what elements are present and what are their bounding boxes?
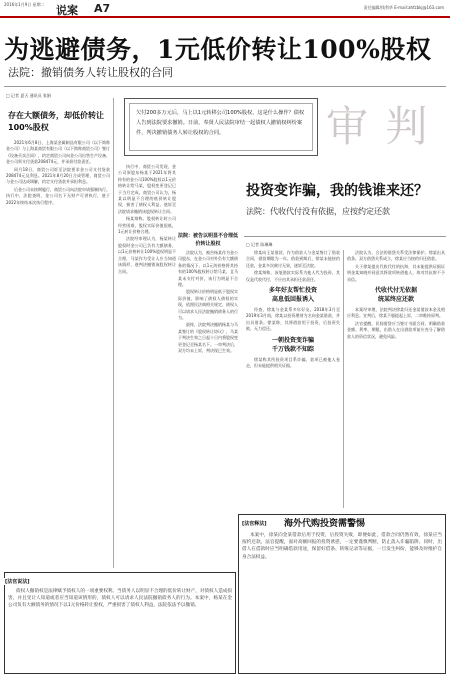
- law-explanation-text: [242, 532, 442, 670]
- paragraph: 执行中，商贸公司发现，金公司原股东杨某于2021年将其持有的金公司100%股权以1元价格转让给马某，股权变更登记已于当月完成。商贸公司认为，杨某以明显不合理的低价转让股权，损害了债权人利益，遂诉至法院请求撤销该股权转让合同。: [118, 164, 176, 214]
- paragraph: 杨某辩称，股权转让时公司经营困难，股权实际价值很低，1元转让价格合理。: [118, 216, 176, 235]
- paragraph: 同月18日，商贸公司诉至法院要求金公司支付货款208474元及利息。2021年8月20日合成管理，商贸公司与金公司达成调解，约定支付货款并承担利息。: [6, 166, 110, 185]
- watermark-title: 审 判: [326, 102, 430, 151]
- paragraph: 本案经审理，法院判决徐某归还金某借款本金及相应利息。宣判后，徐某不服提起上诉，二审维持原判。: [347, 307, 445, 319]
- paragraph: 股权转让价格明显低于股权实际价值，影响了债权人债权的实现，依照民法典相关规定，债权人可以请求人民法院撤销债务人的行为。: [178, 289, 238, 321]
- paragraph: 法院认为，被告杨某作为金公司股东，在金公司对外负有大额债务的情况下，以1元的价格将其持有的100%股权转让给马某，且马某未支付对价，该行为明显不合理。: [178, 250, 238, 288]
- main-headline: 为逃避债务，1元低价转让100%股权: [4, 35, 432, 64]
- column-text-5: [347, 250, 445, 510]
- paragraph: 徐某称其所投资项目系诈骗，款项已被他人卷走，但未能提供相关证据。: [246, 356, 340, 369]
- masthead-date: 2016年1月9日 星期二: [4, 2, 45, 7]
- paragraph: 法院经审理认为，杨某转让股权时金公司已负有大额债务，以1元价格转让100%股权明显不合理，马某作为受让人应当知道该情形，遂判决撤销该股权转让合同。: [118, 236, 176, 274]
- page-number: A7: [94, 2, 111, 15]
- section-name: 说案: [56, 4, 78, 17]
- divider: [4, 86, 446, 87]
- paragraph: 法院认为，合法的借贷关系受法律保护。徐某出具借条，双方借贷关系成立，徐某应当按约归还借款。: [347, 250, 445, 262]
- commentary-text: [8, 588, 232, 670]
- paragraph: 徐某向王某借款，作为借款人与金某签订了借款合同，借款期限为一年。借款到期后，徐某未能按约还款，金某多次催讨无果，遂诉至法院。: [246, 250, 340, 268]
- story-subheadline: 法院：代收代付没有依据，应按约定还款: [246, 207, 390, 216]
- section-subhead: 代收代付无依据 统某终应还款: [374, 287, 417, 304]
- main-subheadline: 法院：撤销债务人转让股权的合同: [8, 66, 173, 79]
- paragraph: 后金公司未按期履行，商贸公司向法院申请强制执行。执行中，法院查明，金公司名下无财产可供执行，遂于2022年终结本次执行程序。: [6, 186, 110, 205]
- column-divider: [343, 250, 344, 508]
- paragraph: 法官提醒，民间借贷应当签订书面合同，明确借款金额、利率、期限，出借人在出借款项前应充分了解借款人的资信状况，避免风险。: [347, 320, 445, 339]
- section-subhead: 一朝投资变诈骗 千万钱款不知踪: [271, 336, 314, 353]
- column-text-4: [246, 250, 340, 510]
- paragraph: 经查，徐某与金某系多年好友。2018年3月至2019年3月间，徐某以投资理财为名向金某借款，并出具借条。徐某称，其将借款用于投资，后投资失败，无力偿还。: [246, 307, 340, 332]
- lead-callout-text: 欠付200多万元后，马上以1元转移公司100%股权，这是什么操作？债权人告到法院要求撤销。日前，奉贤人民法院审结一起债权人撤销权纠纷案件，判决撤销债务人转让股权的合同。: [129, 103, 313, 151]
- divider: [244, 236, 446, 237]
- story-headline: 投资变诈骗，我的钱谁来还？: [246, 183, 428, 199]
- paragraph: 最终，法院判决撤销杨某与马某签订的《股权转让协议》，马某于判决生效之日起十日内将股权变更登记至杨某名下。一审判决后，双方均未上诉，判决现已生效。: [178, 322, 238, 354]
- law-explanation-title: 海外代购投资需警惕: [284, 519, 366, 529]
- law-explanation-label: [法官释法]: [242, 521, 267, 527]
- byline: □ 记者 陈琳琳: [246, 242, 273, 247]
- lead-callout-box: [124, 98, 318, 156]
- paragraph: 债权人撤销权是法律赋予债权人的一项重要权利。当债务人以明显不合理的低价转让财产，对债权人造成损害，并且受让人知道或者应当知道该情形的，债权人可以请求人民法院撤销债务人的行为。本案中，杨某在金公司负有大额债务的情况下以1元价格转让股权，严重损害了债权人利益，法院依法予以撤销。: [8, 589, 232, 609]
- paragraph: 本案中，徐某向金某借款后用于投资，后投资失败，即便如此，借款合同仍然有效，徐某应当按约还款。法官提醒，面对高额回报的投资诱惑，一定要谨慎判断，防止落入诈骗陷阱。同时，出借人在借款时应当明确借款用途，保留好借条、转账记录等证据，一旦发生纠纷，能够及时维护自身合法权益。: [242, 533, 442, 560]
- paragraph: 徐某辩称，该笔借款实际系为他人代为投资，其仅是代收代付，不应由其承担还款责任。: [246, 270, 340, 282]
- paragraph: 2021年6月8日，上海某金属制品有限公司（以下简称金公司）与上海某商贸有限公司（以下简称商贸公司）签订《设备买卖合同》，约定商贸公司向金公司出售生产设备，金公司须支付货款208474元，并承担付款责任。: [6, 140, 110, 165]
- column-title: 存在大额债务，却低价转让100%股权: [8, 111, 104, 132]
- masthead-editor: 责任编辑/钱利华 E-mail:ahfzbkj@163.com: [363, 5, 444, 10]
- column-subhead: 法院：被告以明显不合理低价转让股权: [178, 233, 238, 247]
- byline: □ 记者 夏天 通讯员 张娟: [6, 93, 51, 98]
- commentary-label: [法官说法]: [5, 579, 30, 585]
- section-subhead: 多年好友帮忙投资 高息低回报诱入: [268, 287, 317, 304]
- paragraph: 关于徐某提出代收代付的抗辩，其未能提供证据证明金某知晓并同意其将款项转借他人，故对其抗辩不予采信。: [347, 263, 445, 282]
- column-text-2: [118, 164, 176, 564]
- column-divider: [113, 98, 114, 568]
- column-text-3: [178, 232, 238, 568]
- column-text-1: [6, 140, 110, 570]
